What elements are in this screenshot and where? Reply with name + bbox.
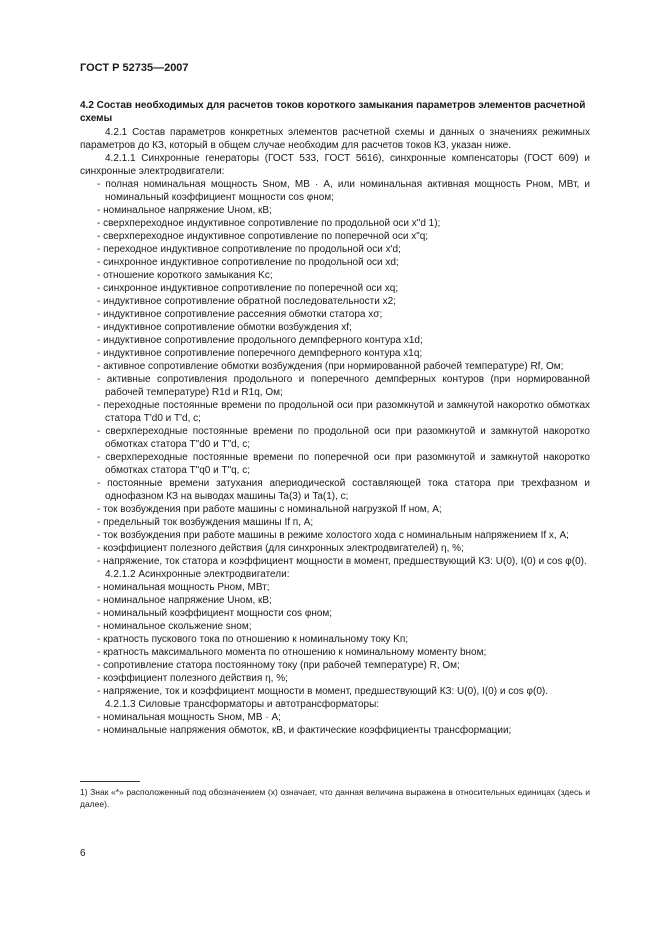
paragraph-line: - сверхпереходное индуктивное сопротивление по поперечной оси x"q; [97, 231, 429, 242]
document-header: ГОСТ Р 52735—2007 [80, 62, 189, 74]
paragraph-line: - переходные постоянные времени по продольной оси при разомкнутой и замкнутой накоротко обмотках статора T'd0 и T'd, с; [97, 400, 590, 424]
paragraph-line: - коэффициент полезного действия (для синхронных электродвигателей) η, %; [97, 543, 464, 554]
page-number: 6 [80, 848, 86, 859]
document-body [80, 99, 590, 737]
paragraph-line: - активное сопротивление обмотки возбуждения (при нормированной рабочей температуре) Rf, Ом; [97, 361, 564, 372]
paragraph-line: 4.2.1 Состав параметров конкретных элементов расчетной схемы и данных о значениях режимных параметров до КЗ, который в общем случае необходим для расчетов токов КЗ, указан ниже. [80, 127, 590, 151]
section-title: 4.2 Состав необходимых для расчетов токов короткого замыкания параметров элементов расчетной схемы [80, 100, 586, 124]
paragraph-line: 4.2.1.2 Асинхронные электродвигатели: [105, 569, 290, 580]
paragraph-list [80, 126, 590, 737]
paragraph-line: - предельный ток возбуждения машины If п, А; [97, 517, 314, 528]
paragraph-line: 4.2.1.3 Силовые трансформаторы и автотрансформаторы: [105, 699, 380, 710]
paragraph-line: - кратность максимального момента по отношению к номинальному моменту bном; [97, 647, 487, 658]
paragraph-line: - индуктивное сопротивление обратной последовательности x2; [97, 296, 396, 307]
paragraph-line: - номинальная мощность Pном, МВт; [97, 582, 270, 593]
paragraph-line: - индуктивное сопротивление рассеяния обмотки статора xσ; [97, 309, 383, 320]
footnote-divider [80, 781, 140, 782]
paragraph-line: - активные сопротивления продольного и поперечного демпферных контуров (при нормированной рабочей температуре) R1d и R1q, Ом; [97, 374, 590, 398]
paragraph-line: - сопротивление статора постоянному току (при рабочей температуре) R, Ом; [97, 660, 460, 671]
paragraph-line: - постоянные времени затухания апериодической составляющей тока статора при трехфазном и однофазном КЗ на выводах машины Ta(3) и Ta(1), с; [97, 478, 590, 502]
paragraph-line: - индуктивное сопротивление поперечного демпферного контура x1q; [97, 348, 423, 359]
paragraph-line: - переходное индуктивное сопротивление по продольной оси x'd; [97, 244, 401, 255]
paragraph-line: - номинальное напряжение Uном, кВ; [97, 205, 272, 216]
paragraph-line: - номинальное напряжение Uном, кВ; [97, 595, 272, 606]
paragraph-line: - индуктивное сопротивление обмотки возбуждения xf; [97, 322, 352, 333]
paragraph-line: - полная номинальная мощность Sном, МВ · А, или номинальная активная мощность Pном, МВт, и номинальный коэффициент мощности cos φном; [97, 179, 590, 203]
footnote: 1) Знак «*» расположенный под обозначением (x) означает, что данная величина выражена в относительных единицах (здесь и далее). [80, 787, 590, 809]
paragraph-line: - сверхпереходное индуктивное сопротивление по продольной оси x"d 1); [97, 218, 441, 229]
paragraph-line: - номинальное скольжение sном; [97, 621, 252, 632]
paragraph-line: - сверхпереходные постоянные времени по поперечной оси при разомкнутой и замкнутой накоротко обмотках статора T"q0 и T"q, с; [97, 452, 590, 476]
paragraph-line: - коэффициент полезного действия η, %; [97, 673, 288, 684]
paragraph-line: - напряжение, ток и коэффициент мощности в момент, предшествующий КЗ: U(0), I(0) и cos φ(0). [97, 686, 549, 697]
paragraph-line: - отношение короткого замыкания Kс; [97, 270, 273, 281]
paragraph-line: - ток возбуждения при работе машины в режиме холостого хода с номинальным напряжением If х, А; [97, 530, 569, 541]
paragraph-line: - напряжение, ток статора и коэффициент мощности в момент, предшествующий КЗ: U(0), I(0) и cos φ(0). [97, 556, 587, 567]
paragraph-line: - ток возбуждения при работе машины с номинальной нагрузкой If ном, А; [97, 504, 442, 515]
paragraph-line: - кратность пускового тока по отношению к номинальному току Kп; [97, 634, 409, 645]
paragraph-line: - синхронное индуктивное сопротивление по продольной оси xd; [97, 257, 399, 268]
paragraph-line: - индуктивное сопротивление продольного демпферного контура x1d; [97, 335, 423, 346]
paragraph-line: - синхронное индуктивное сопротивление по поперечной оси xq; [97, 283, 399, 294]
paragraph-line: - сверхпереходные постоянные времени по продольной оси при разомкнутой и замкнутой накоротко обмотках статора T"d0 и T"d, с; [97, 426, 590, 450]
paragraph-line: 4.2.1.1 Синхронные генераторы (ГОСТ 533, ГОСТ 5616), синхронные компенсаторы (ГОСТ 609) и синхронные электродвигатели: [80, 153, 590, 177]
paragraph-line: - номинальная мощность Sном, МВ · А; [97, 712, 281, 723]
paragraph-line: - номинальные напряжения обмоток, кВ, и фактические коэффициенты трансформации; [97, 725, 512, 736]
paragraph-line: - номинальный коэффициент мощности cos φном; [97, 608, 333, 619]
